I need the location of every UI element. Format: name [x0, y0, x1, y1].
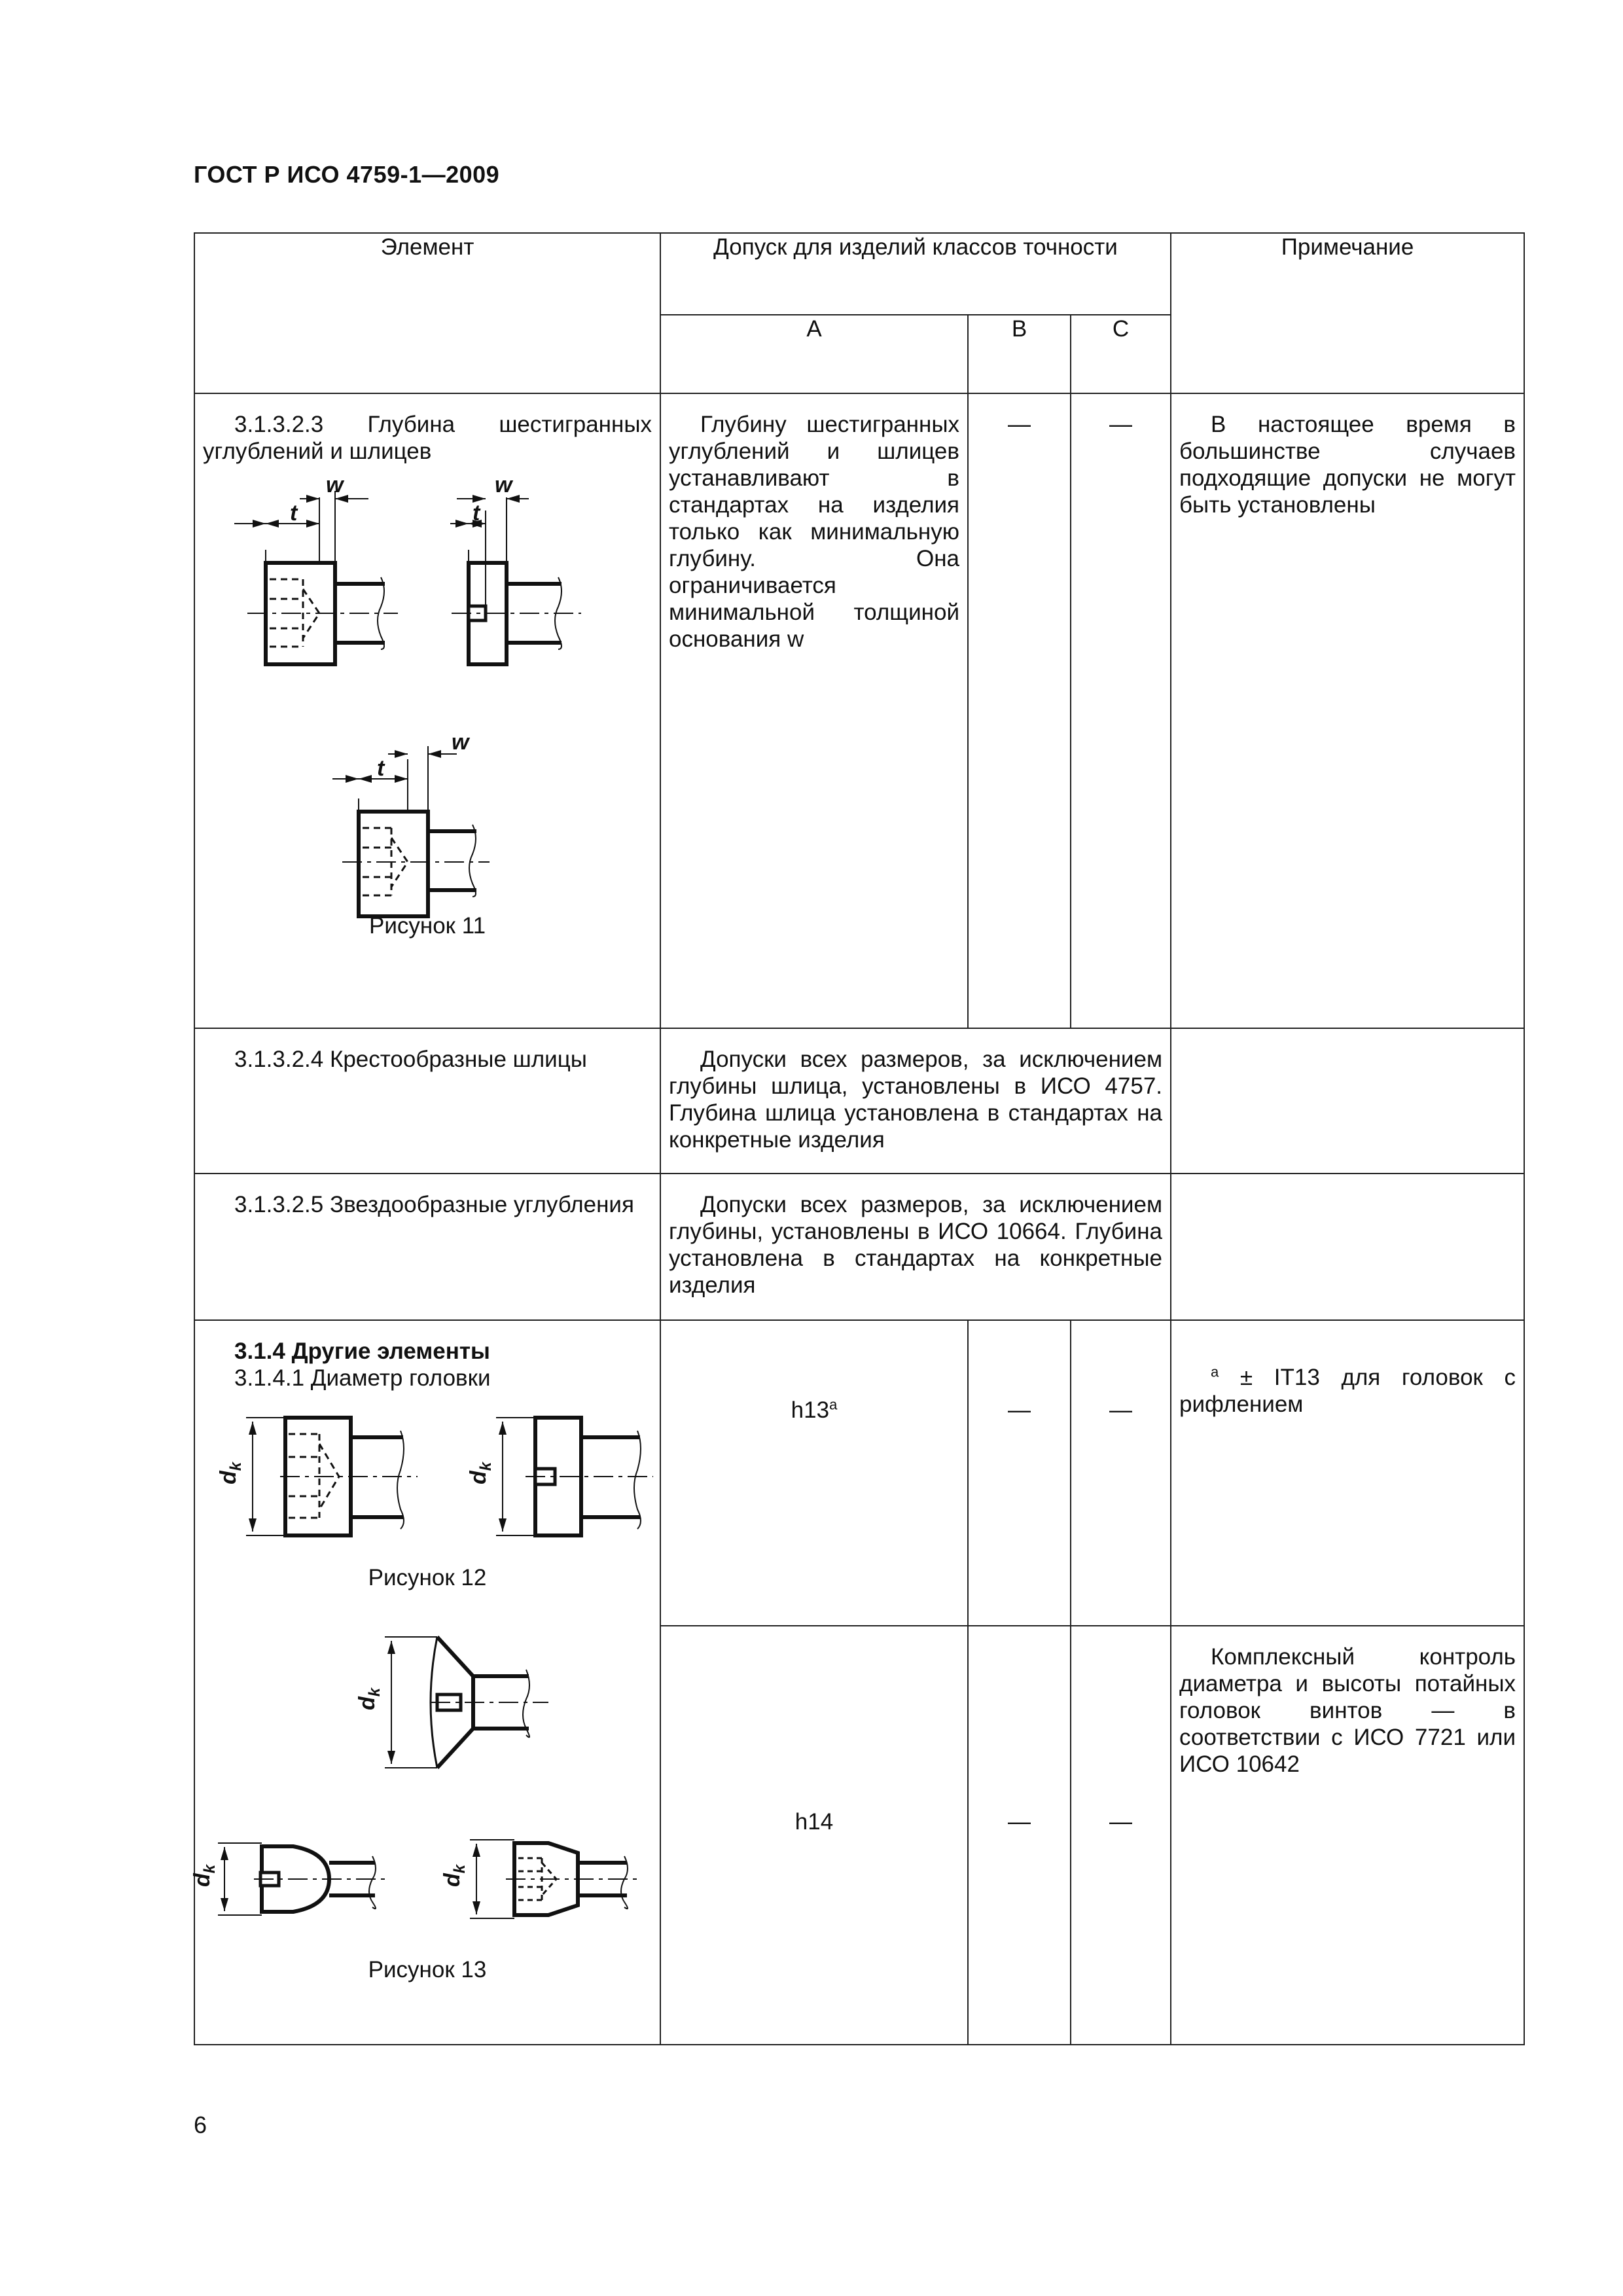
header-note: Примечание	[1171, 233, 1524, 393]
tolerance-c: —	[1109, 412, 1132, 437]
figure-caption: Рисунок 13	[368, 1957, 487, 1982]
note-empty	[1171, 1174, 1524, 1320]
note-text: Комплексный контроль диаметра и высоты потайных головок винтов — в соответствии с ИСО 7721 или ИСО 10642	[1179, 1644, 1516, 1777]
tolerance-a: h13$^a$	[791, 1396, 838, 1423]
t-label: t	[377, 756, 385, 781]
tolerance-a: h14	[794, 1809, 834, 1835]
dk-label: $d_k$	[440, 1864, 469, 1887]
figure-12-drawing	[195, 1398, 657, 1562]
table-row	[194, 393, 1524, 1028]
note-text: В настоящее время в большинстве случаев подходящие допуски не могут быть установлены	[1179, 412, 1516, 518]
table-row	[194, 1174, 1524, 1320]
note-empty	[1171, 1028, 1524, 1174]
tolerance-table	[190, 232, 1525, 2045]
t-label: t	[473, 501, 480, 526]
w-label: w	[326, 473, 344, 497]
dk-label: $d_k$	[466, 1462, 495, 1484]
dk-label: $d_k$	[216, 1462, 245, 1484]
tolerance-b: —	[1008, 1809, 1031, 1835]
tolerance-b: —	[1008, 412, 1031, 437]
row-element-text: 3.1.3.2.3 Глубина шестигранных углублений и шлицев	[203, 412, 652, 464]
section-title: 3.1.4 Другие элементы	[234, 1338, 490, 1364]
tolerance-text: Допуски всех размеров, за исключением глубины, установлены в ИСО 10664. Глубина установлена в стандартах на конкретные изделия	[669, 1192, 1163, 1298]
figure-caption: Рисунок 11	[368, 913, 486, 939]
w-label: w	[495, 473, 512, 497]
tolerance-c: —	[1109, 1809, 1132, 1835]
header-tolerance: Допуск для изделий классов точности	[660, 233, 1171, 315]
tolerance-b: —	[1008, 1397, 1031, 1423]
note-text: $^a$ ± IT13 для головок с рифлением	[1179, 1363, 1516, 1417]
table-row	[194, 1320, 1524, 1626]
row-element-text: 3.1.3.2.4 Крестообразные шлицы	[234, 1047, 587, 1072]
header-class-b: B	[968, 315, 1071, 393]
row-element-text: 3.1.4.1 Диаметр головки	[234, 1365, 491, 1391]
header-element: Элемент	[194, 233, 660, 393]
document-title: ГОСТ Р ИСО 4759-1—2009	[194, 161, 500, 188]
w-label: w	[452, 730, 469, 755]
figure-11-drawing	[195, 471, 657, 929]
figure-13-drawing	[190, 1591, 657, 1958]
figure-caption: Рисунок 12	[368, 1565, 487, 1590]
dk-label: $d_k$	[355, 1687, 383, 1710]
tolerance-text: Глубину шестигранных углублений и шлицев устанавливают в стандартах на изделия только как минимальную глубину. Она ограничивается минимальной толщиной основания w	[669, 412, 959, 652]
table-row	[194, 1028, 1524, 1174]
dk-label: $d_k$	[190, 1864, 219, 1887]
row-element-text: 3.1.3.2.5 Звездообразные углубления	[234, 1192, 634, 1217]
tolerance-text: Допуски всех размеров, за исключением глубины шлица, установлены в ИСО 4757. Глубина шлица установлена в стандартах на конкретные изделия	[669, 1047, 1163, 1153]
header-class-a: A	[660, 315, 968, 393]
t-label: t	[290, 501, 298, 526]
page-number: 6	[194, 2111, 207, 2138]
tolerance-c: —	[1109, 1397, 1132, 1423]
header-class-c: C	[1071, 315, 1171, 393]
